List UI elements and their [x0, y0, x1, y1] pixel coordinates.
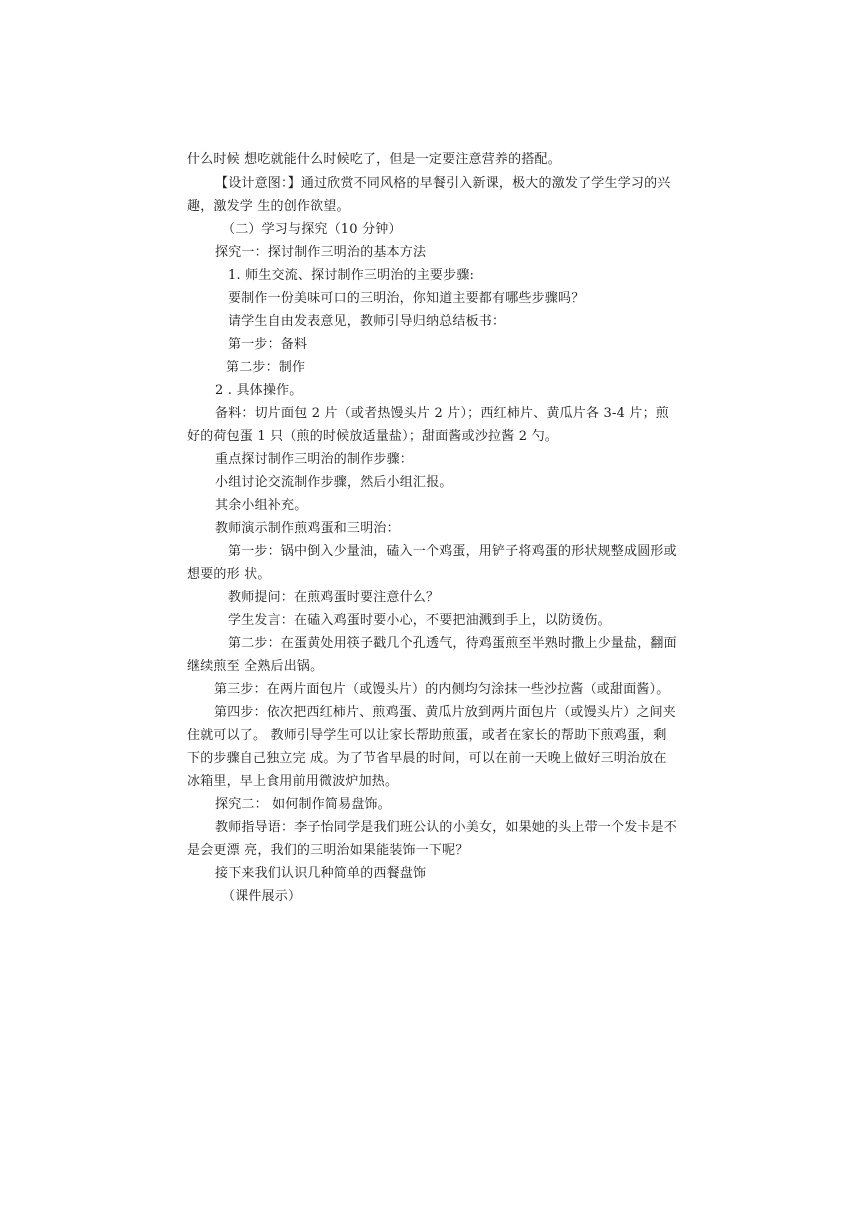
text-line: 继续煎至 全熟后出锅。: [187, 659, 324, 674]
text-line: 第一步：备料: [228, 337, 308, 352]
text-line: 小组讨论交流制作步骤，然后小组汇报。: [215, 475, 453, 490]
text-line: 教师指导语：李子怡同学是我们班公认的小美女，如果她的头上带一个发卡是不: [215, 820, 678, 835]
text-line: 接下来我们认识几种简单的西餐盘饰: [215, 866, 427, 881]
text-line: 要制作一份美味可口的三明治，你知道主要都有哪些步骤吗？: [228, 291, 585, 306]
text-line: 第三步：在两片面包片（或馒头片）的内侧均匀涂抹一些沙拉酱（或甜面酱）。: [214, 682, 670, 697]
text-line: 探究二： 如何制作简易盘饰。: [215, 797, 391, 812]
text-line: 探究一：探讨制作三明治的基本方法: [215, 245, 427, 260]
text-line: 第四步：依次把西红柿片、煎鸡蛋、黄瓜片放到两片面包片（或馒头片）之间夹: [214, 705, 677, 720]
text-line: 教师演示制作煎鸡蛋和三明治：: [215, 521, 400, 536]
text-line: 什么时候 想吃就能什么时候吃了，但是一定要注意营养的搭配。: [187, 152, 561, 167]
text-line: 冰箱里，早上食用前用微波炉加热。: [187, 774, 399, 789]
text-line: 请学生自由发表意见，教师引导归纳总结板书：: [228, 314, 506, 329]
text-line: 住就可以了。 教师引导学生可以让家长帮助煎蛋，或者在家长的帮助下煎鸡蛋，剩: [187, 728, 667, 743]
text-line: 想要的形 状。: [187, 567, 271, 582]
text-line: 其余小组补充。: [215, 498, 308, 513]
text-line: 是会更漂 亮，我们的三明治如果能装饰一下呢？: [187, 843, 469, 858]
text-line: 备料：切片面包 2 片（或者热馒头片 2 片）；西红柿片、黄瓜片各 3-4 片；煎: [215, 406, 669, 421]
text-line: 【设计意图：】通过欣赏不同风格的早餐引入新课，极大的激发了学生学习的兴: [215, 176, 671, 191]
text-line: 重点探讨制作三明治的制作步骤：: [215, 452, 414, 467]
text-line: 教师提问：在煎鸡蛋时要注意什么？: [228, 590, 440, 605]
text-line: 第二步：在蛋黄处用筷子戳几个孔透气，待鸡蛋煎至半熟时撒上少量盐，翻面: [228, 636, 677, 651]
text-line: 趣，激发学 生的创作欲望。: [187, 199, 350, 214]
section-heading: （二）学习与探究（10 分钟）: [222, 222, 402, 237]
text-line: （课件展示）: [222, 889, 302, 904]
text-line: 下的步骤自己独立完 成。为了节省早晨的时间，可以在前一天晚上做好三明治放在: [187, 751, 667, 766]
text-line: 学生发言：在磕入鸡蛋时要小心，不要把油溅到手上，以防烫伤。: [228, 613, 611, 628]
text-line: 好的荷包蛋 1 只（煎的时候放适量盐）；甜面酱或沙拉酱 2 勺。: [187, 429, 558, 444]
text-line: 2 . 具体操作。: [215, 383, 303, 398]
text-line: 第二步：制作: [226, 360, 306, 375]
text-line: 1. 师生交流、探讨制作三明治的主要步骤:: [228, 268, 475, 283]
text-line: 第一步：锅中倒入少量油，磕入一个鸡蛋，用铲子将鸡蛋的形状规整成圆形或: [228, 544, 677, 559]
